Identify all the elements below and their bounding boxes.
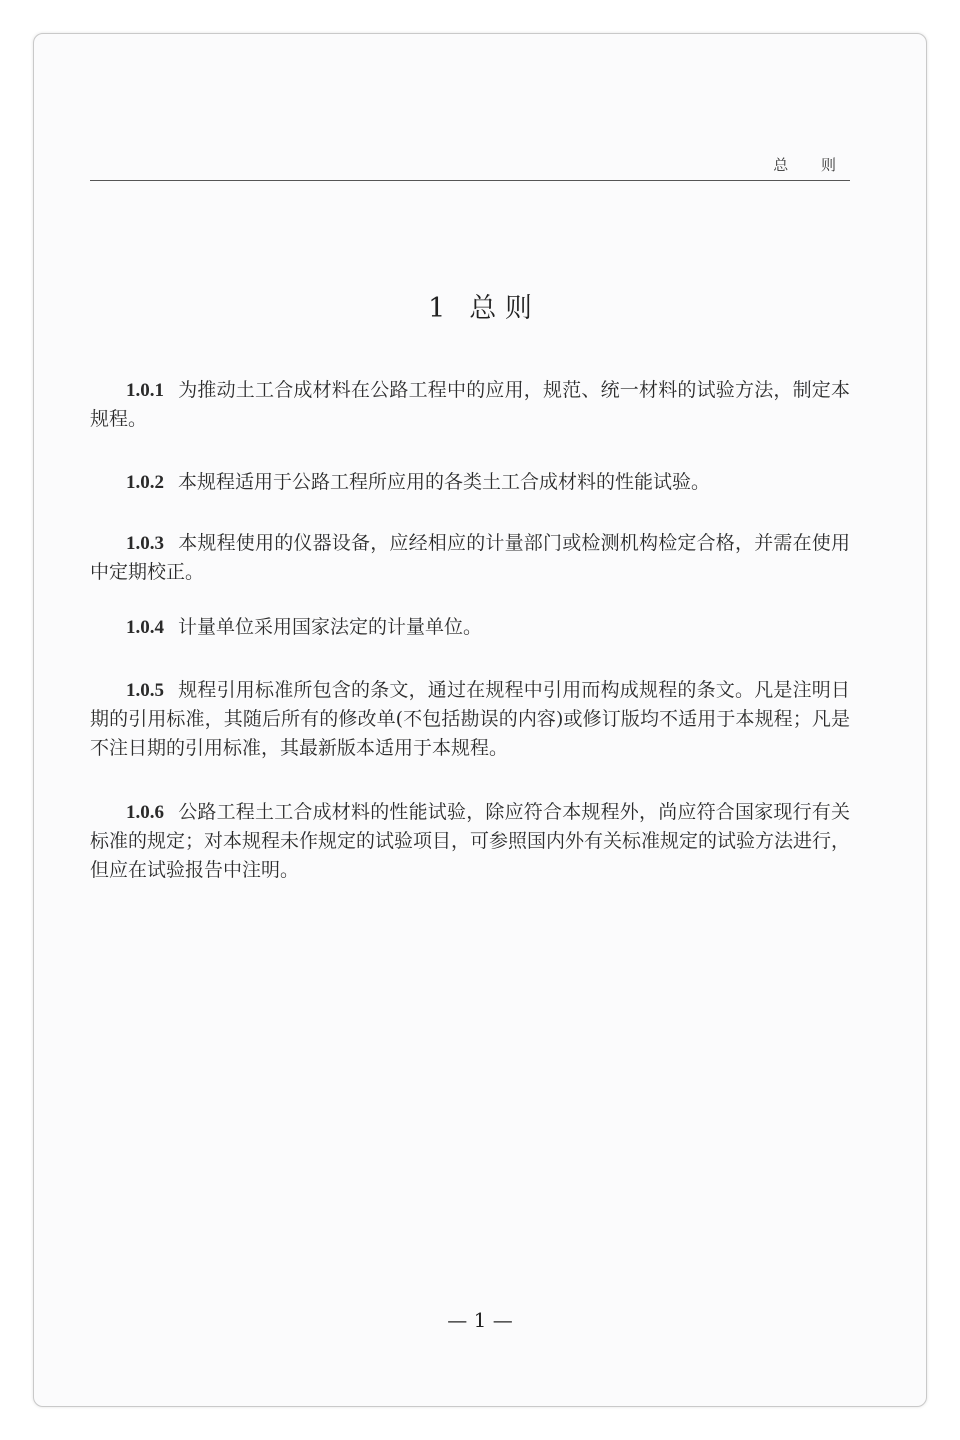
running-header: 总 则 (773, 156, 850, 174)
clause-number: 1.0.3 (126, 533, 164, 554)
clause-text: 本规程使用的仪器设备，应经相应的计量部门或检测机构检定合格，并需在使用中定期校正。 (90, 532, 850, 583)
clause-1-0-4 (90, 613, 850, 642)
clause-text: 为推动土工合成材料在公路工程中的应用，规范、统一材料的试验方法，制定本规程。 (90, 379, 850, 430)
clause-text: 本规程适用于公路工程所应用的各类土工合成材料的性能试验。 (178, 471, 711, 493)
chapter-number: 1 (428, 293, 446, 324)
chapter-title (0, 286, 960, 325)
header-rule (90, 180, 850, 181)
clause-text: 公路工程土工合成材料的性能试验，除应符合本规程外，尚应符合国家现行有关标准的规定；对本规程未作规定的试验项目，可参照国内外有关标准规定的试验方法进行，但应在试验报告中注明。 (90, 801, 851, 881)
page-number: — 1 — (447, 1308, 513, 1332)
clause-1-0-2 (90, 468, 850, 497)
clause-text: 计量单位采用国家法定的计量单位。 (178, 616, 483, 638)
clause-1-0-5 (90, 676, 850, 763)
clause-number: 1.0.2 (126, 472, 164, 493)
clause-number: 1.0.6 (126, 802, 164, 823)
clause-1-0-3 (90, 529, 850, 587)
chapter-name: 总 则 (469, 293, 532, 324)
clause-number: 1.0.1 (126, 380, 164, 401)
clause-1-0-1 (90, 376, 850, 434)
clause-1-0-6 (90, 798, 850, 885)
clause-number: 1.0.4 (126, 617, 164, 638)
clause-number: 1.0.5 (126, 680, 164, 701)
clause-text: 规程引用标准所包含的条文，通过在规程中引用而构成规程的条文。凡是注明日期的引用标准，其随后所有的修改单(不包括勘误的内容)或修订版均不适用于本规程；凡是不注日期的引用标准，其最新版本适用于本规程。 (90, 679, 850, 759)
